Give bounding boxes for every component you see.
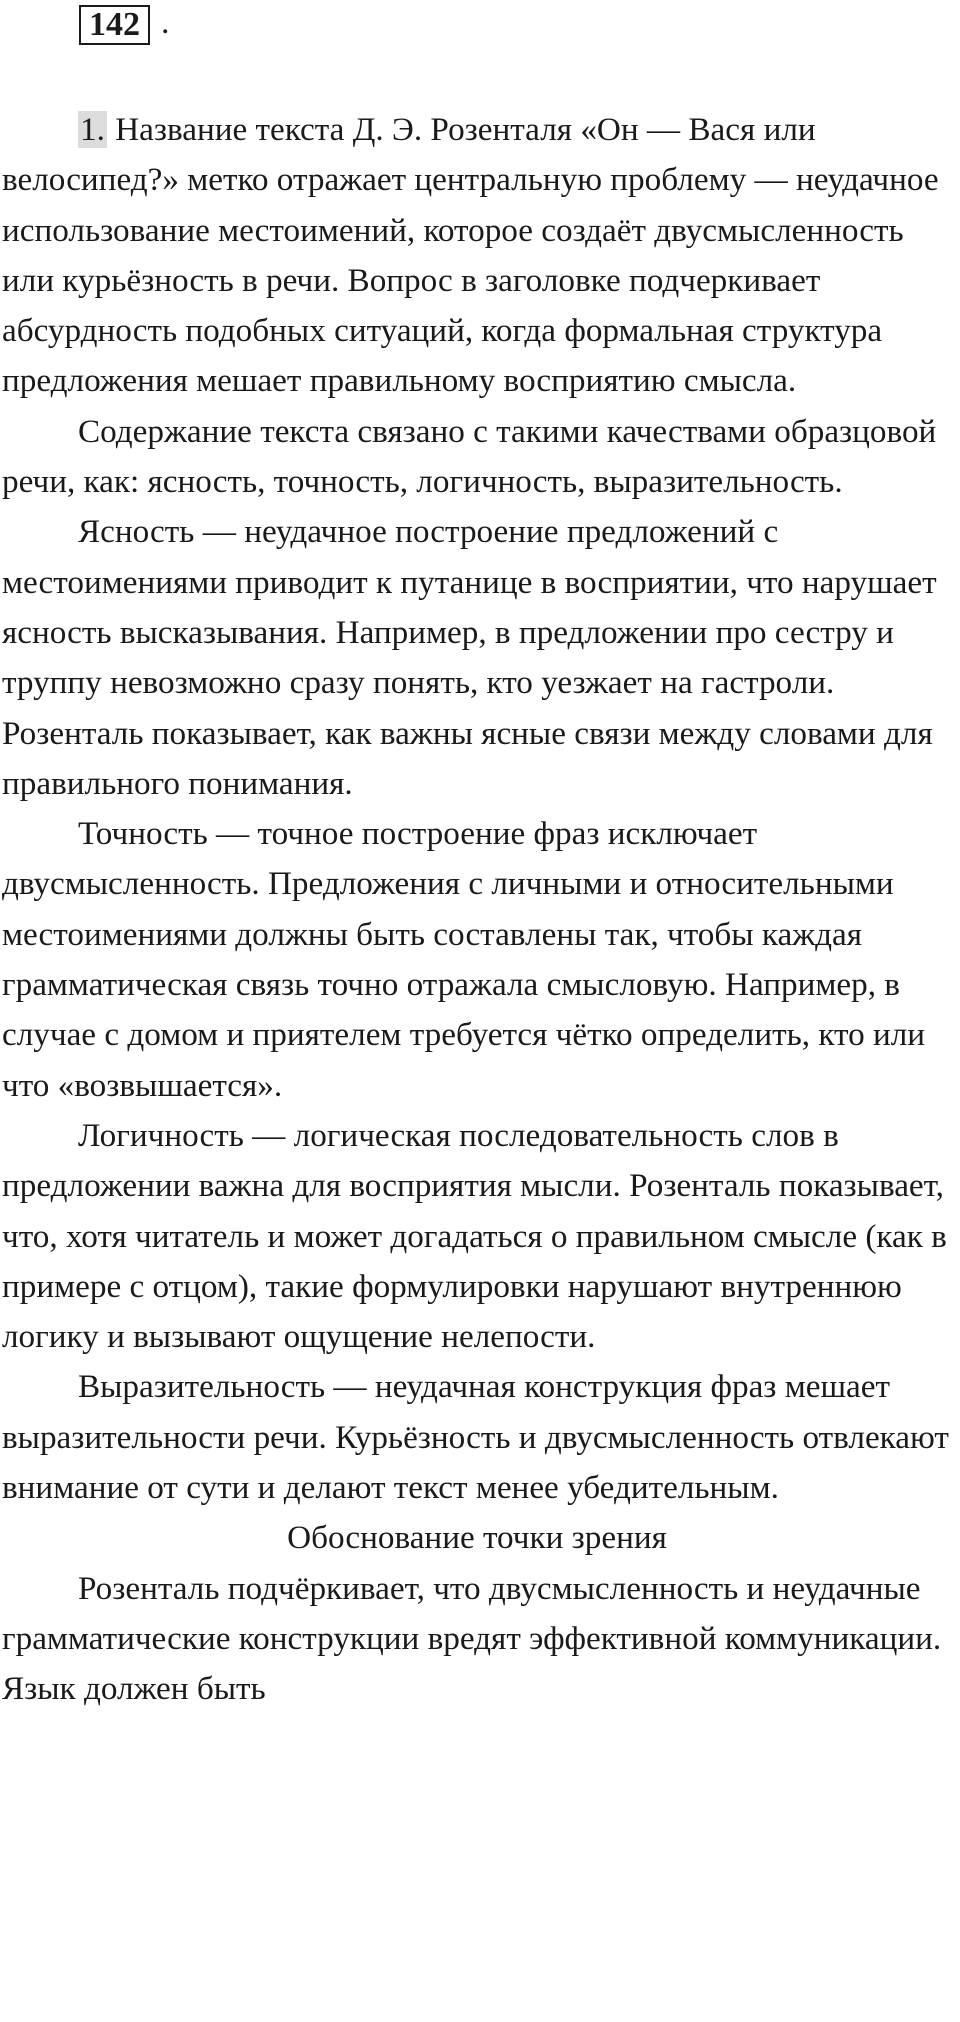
- paragraph-accuracy: Точность — точное построение фраз исключает двусмысленность. Предложения с личными и относительными местоимениями должны быть составлены так, чтобы каждая грамматическая связь точно отражала смысловую. Например, в случае с домом и приятелем требуется чётко определить, кто или что «возвышается».: [2, 815, 926, 1104]
- task-number-dot: .: [161, 4, 170, 41]
- section-heading: Обоснование точки зрения: [287, 1519, 667, 1557]
- section-number: 1.: [80, 111, 105, 148]
- paragraph-qualities: Содержание текста связано с такими качествами образцовой речи, как: ясность, точность, логичность, выразительность.: [2, 412, 937, 501]
- paragraph-logic: Логичность — логическая последовательность слов в предложении важна для восприятия мысли. Розенталь показывает, что, хотя читатель и может догадаться о правильном смысле (как в примере с отцом), такие формулировки нарушают внутреннюю логику и вызывают ощущение нелепости.: [2, 1116, 947, 1356]
- paragraph-expressiveness: Выразительность — неудачная конструкция фраз мешает выразительности речи. Курьёзность и двусмысленность отвлекают внимание от сути и делают текст менее убедительным.: [2, 1368, 949, 1507]
- task-number-box: [79, 5, 150, 45]
- paragraph-conclusion: Розенталь подчёркивает, что двусмысленность и неудачные грамматические конструкции вредят эффективной коммуникации. Язык должен быть: [2, 1569, 942, 1708]
- paragraph-text: Название текста Д. Э. Розенталя «Он — Вася или велосипед?» метко отражает центральную проблему — неудачное использование местоимений, которое создаёт двусмысленность или курьёзность в речи. Вопрос в заголовке подчеркивает абсурдность подобных ситуаций, когда формальная структура предложения мешает правильному восприятию смысла.: [2, 111, 939, 400]
- paragraph-clarity: Ясность — неудачное построение предложений с местоимениями приводит к путанице в восприятии, что нарушает ясность высказывания. Например, в предложении про сестру и труппу невозможно сразу понять, кто уезжает на гастроли. Розенталь показывает, как важны ясные связи между словами для правильного понимания.: [2, 513, 937, 802]
- paragraph-title-analysis: [2, 105, 952, 407]
- task-number: 142: [89, 6, 140, 43]
- document-body: [2, 105, 952, 1715]
